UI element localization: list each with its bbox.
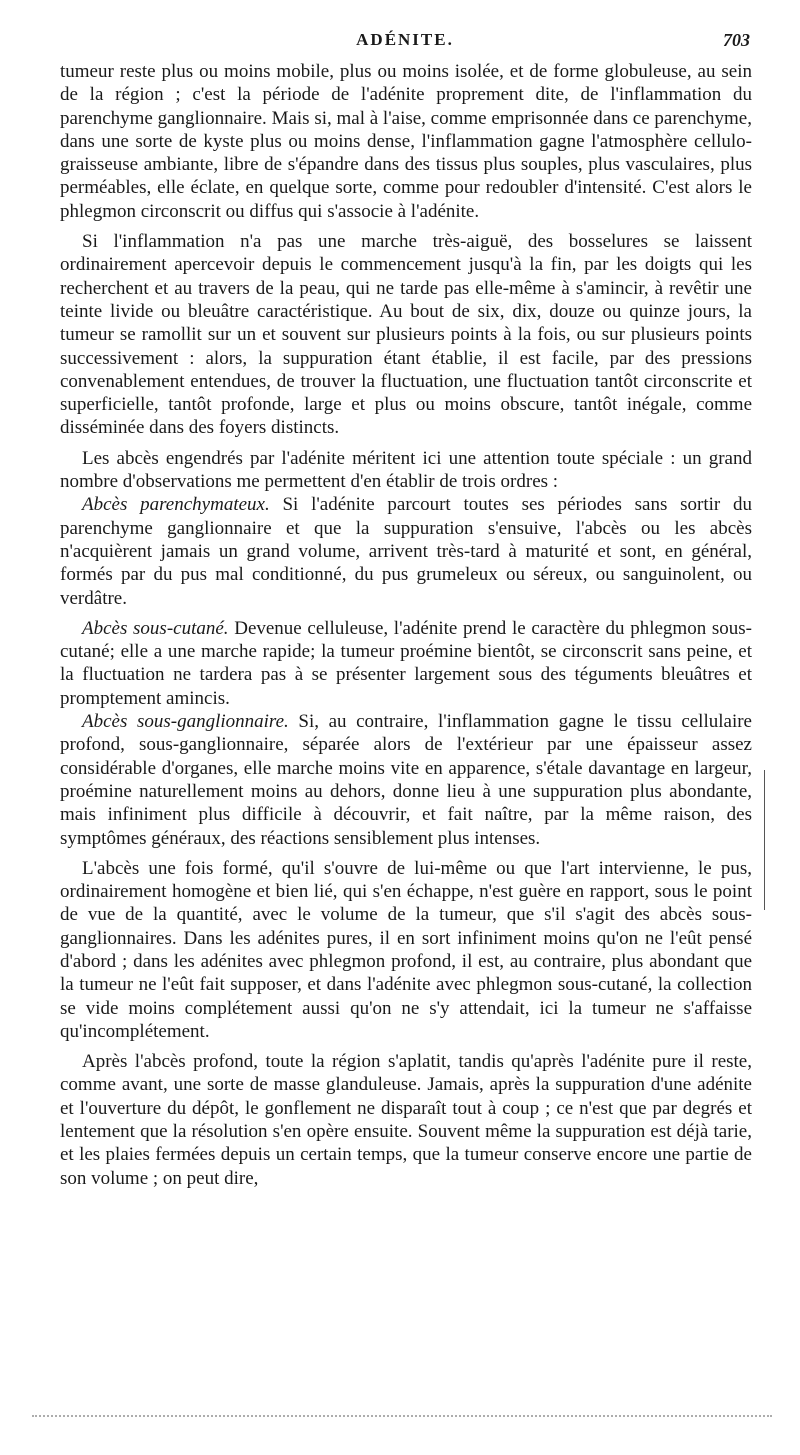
paragraph-abces-sous-ganglionnaire (60, 710, 752, 850)
section-heading: Abcès parenchymateux. (82, 494, 270, 516)
paragraph-text: Les abcès engendrés par l'adénite méritent ici une attention toute spéciale : un grand nombre d'observations me permettent d'en établir de trois ordres : (60, 447, 752, 493)
section-heading: Abcès sous-ganglionnaire. (82, 711, 289, 733)
paragraph-text: Après l'abcès profond, toute la région s'aplatit, tandis qu'après l'adénite pure il reste, comme avant, une sorte de masse glanduleuse. Jamais, après la suppuration d'une adénite et l'ouverture du dépôt, le gonflement ne disparaît tout à coup ; ce n'est que par degrés et lentement que la résolution s'en opère ensuite. Souvent même la suppuration est déjà tarie, et les plaies fermées depuis un certain temps, que la tumeur conserve encore une partie de son volume ; on peut dire, (60, 1051, 752, 1189)
paragraph (60, 857, 752, 1043)
paragraph-text: tumeur reste plus ou moins mobile, plus ou moins isolée, et de forme globuleuse, au sein de la région ; c'est la période de l'adénite proprement dite, de l'inflammation du parenchyme ganglionnaire. Mais si, mal à l'aise, comme emprisonnée dans ce parenchyme, dans une sorte de kyste plus ou moins dense, l'inflammation gagne l'atmosphère cellulo-graisseuse ambiante, libre de s'épandre dans des tissus plus souples, plus vasculaires, plus perméables, elle éclate, en quelque sorte, comme pour redoubler d'intensité. C'est alors le phlegmon circonscrit ou diffus qui s'associe à l'adénite. (60, 61, 752, 222)
page-number: 703 (723, 30, 750, 50)
paragraph (60, 230, 752, 440)
margin-rule (764, 770, 765, 910)
paragraph-abces-sous-cutane (60, 617, 752, 710)
paragraph-text: Si, au contraire, l'inflammation gagne le tissu cellulaire profond, sous-ganglionnaire, séparée alors de l'extérieur par une épaisseur assez considérable d'organes, elle marche moins vite en apparence, s'étale davantage en largeur, proémine naturellement moins au dehors, donne lieu à une suppuration plus abondante, mais infiniment plus difficile à découvrir, et fait naître, par la même raison, des symptômes généraux, des réactions sensiblement plus intenses. (60, 711, 752, 849)
section-heading: Abcès sous-cutané. (82, 617, 229, 639)
running-head (60, 28, 750, 54)
paragraph-text: L'abcès une fois formé, qu'il s'ouvre de lui-même ou que l'art intervienne, le pus, ordinairement homogène et bien lié, qui s'en échappe, n'est guère en rapport, sous le point de vue de la quantité, avec le volume de la tumeur, que s'il s'agit des abcès sous-ganglionnaires. Dans les adénites pures, il en sort infiniment moins qu'on ne l'eût pensé d'abord ; dans les adénites avec phlegmon profond, il est, au contraire, plus abondant que la tumeur ne l'eût fait supposer, et dans l'adénite avec phlegmon sous-cutané, la collection se vide moins complétement aussi qu'on ne s'y attendait, ici la tumeur ne s'affaisse qu'incomplétement. (60, 857, 752, 1042)
paragraph-abces-parenchymateux (60, 493, 752, 609)
body-text (60, 60, 752, 1190)
paragraph-continuation (60, 60, 752, 223)
running-title: ADÉNITE. (356, 30, 454, 49)
paragraph (60, 447, 752, 494)
paragraph (60, 1050, 752, 1190)
paragraph-text: Si l'inflammation n'a pas une marche très-aiguë, des bosselures se laissent ordinairement apercevoir depuis le commencement jusqu'à la fin, par les doigts qui les recherchent et au travers de la peau, qui ne tarde pas elle-même à s'amincir, à revêtir une teinte livide ou bleuâtre caractéristique. Au bout de six, dix, douze ou quinze jours, la tumeur se ramollit sur un et souvent sur plusieurs points à la fois, ou sur plusieurs points successivement : alors, la suppuration étant établie, il est facile, par des pressions convenablement entendues, de trouver la fluctuation, une fluctuation tantôt circonscrite et superficielle, tantôt profonde, large et plus ou moins obscure, tantôt inégale, comme disséminée dans des foyers distincts. (60, 231, 752, 439)
footer-dotted-rule (32, 1415, 772, 1419)
paragraph-text: Devenue celluleuse, l'adénite prend le caractère du phlegmon sous-cutané; elle a une marche rapide; la tumeur proémine bientôt, se circonscrit sans peine, et la fluctuation ne tardera pas à se présenter largement sous des téguments bleuâtres et promptement amincis. (60, 617, 752, 709)
paragraph-text: Si l'adénite parcourt toutes ses périodes sans sortir du parenchyme ganglionnaire et que la suppuration s'ensuive, l'abcès ou les abcès n'acquièrent jamais un grand volume, arrivent très-tard à maturité et sont, en général, formés par du pus mal conditionné, du pus grumeleux ou séreux, ou sanguinolent, ou verdâtre. (60, 494, 752, 609)
